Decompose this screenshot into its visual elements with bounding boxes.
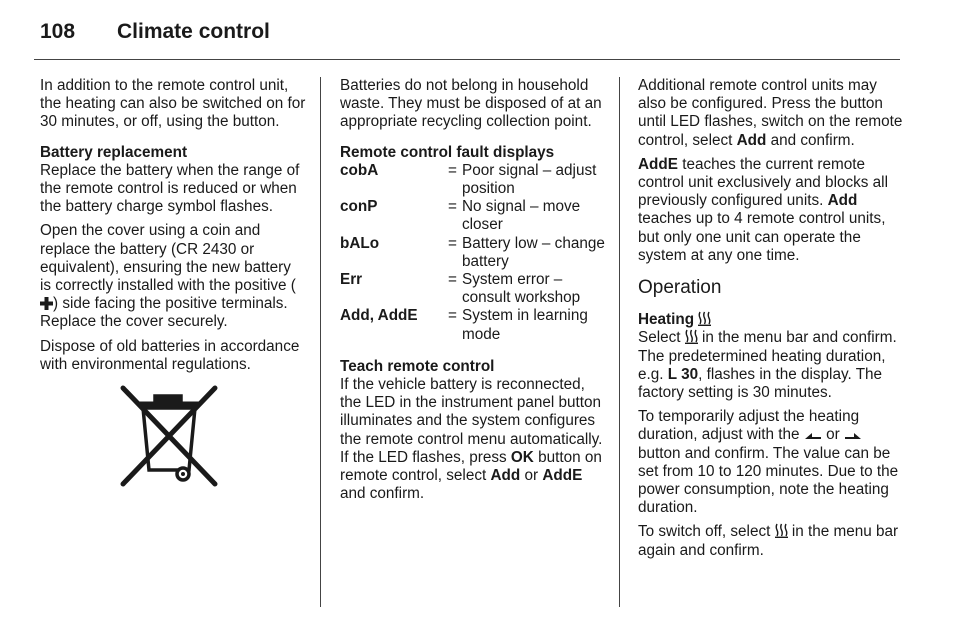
heating-icon — [698, 311, 711, 326]
fault-code: Err — [340, 271, 363, 289]
plus-icon — [40, 297, 53, 310]
heating-paragraph: Select in the menu bar and confirm. The predetermined heating duration, e.g. L 30, flashes in the display. The factory setting is 30 minutes. — [638, 329, 897, 402]
operation-heading: Operation — [638, 277, 722, 299]
adjust-duration-paragraph: To temporarily adjust the heating duration, adjust with the or button and confirm. The value can be set from 10 to 120 minutes. Due to the power consumption, note the heating duration. — [638, 408, 899, 517]
fault-description: Battery low – change battery — [462, 234, 605, 270]
column-3 — [638, 77, 904, 566]
switch-off-paragraph: To switch off, select in the menu bar again and confirm. — [638, 523, 899, 559]
heating-icon — [685, 329, 698, 344]
column-divider-1 — [320, 77, 321, 607]
arrow-left-icon — [804, 431, 822, 441]
fault-row: bALo = Battery low – change battery — [340, 234, 605, 270]
page-header — [34, 0, 900, 62]
fault-code: bALo — [340, 234, 380, 252]
fault-row: Add, AddE = System in learning mode — [340, 307, 606, 343]
column-2 — [340, 77, 606, 509]
page-title: Climate control — [117, 20, 270, 43]
fault-row: Err = System error – consult workshop — [340, 271, 606, 307]
disposal-paragraph: Dispose of old batteries in accordance with environmental regulations. — [40, 337, 300, 373]
fault-row: cobA = Poor signal – adjust position — [340, 162, 606, 198]
fault-code: Add, AddE — [340, 307, 418, 325]
additional-units-paragraph: Additional remote control units may also be configured. Press the button until LED flashes, switch on the remote control, select Add and confirm. — [638, 77, 903, 149]
teach-remote-heading: Teach remote control — [340, 357, 495, 375]
arrow-right-icon — [844, 431, 862, 441]
fault-row: conP = No signal – move closer — [340, 198, 606, 234]
adde-paragraph: AddE teaches the current remote control unit exclusively and blocks all previously configured units. Add teaches up to 4 remote control units, but only one unit can operate the system at any one time. — [638, 155, 888, 264]
battery-replacement-heading: Battery replacement — [40, 143, 188, 161]
column-divider-2 — [619, 77, 620, 607]
fault-description: System in learning mode — [462, 307, 588, 343]
recycling-paragraph: Batteries do not belong in household waste. They must be disposed of at an appropriate recycling collection point. — [340, 77, 602, 131]
fault-code: conP — [340, 198, 378, 216]
fault-list — [340, 162, 606, 344]
crossed-out-bin-icon — [117, 384, 221, 488]
battery-paragraph: Replace the battery when the range of the remote control is reduced or when the battery charge symbol flashes. — [40, 161, 300, 216]
fault-displays-heading: Remote control fault displays — [340, 143, 555, 161]
battery-instructions: Open the cover using a coin and replace the battery (CR 2430 or equivalent), ensuring the new battery is correctly installed with the positive () side facing the positive terminals. Replace the cover securely. — [40, 222, 296, 331]
heating-icon — [775, 523, 788, 538]
teach-remote-paragraph: If the vehicle battery is reconnected, the LED in the instrument panel button illuminates and the system configures the remote control menu automatically. If the LED flashes, press OK button on remote control, select Add or AddE and confirm. — [340, 376, 603, 503]
page-number: 108 — [40, 20, 76, 43]
intro-paragraph: In addition to the remote control unit, the heating can also be switched on for 30 minutes, or off, using the button. — [40, 77, 306, 131]
header-divider — [34, 59, 900, 60]
fault-code: cobA — [340, 161, 379, 179]
fault-description: Poor signal – adjust position — [462, 161, 597, 198]
heating-heading: Heating — [638, 311, 904, 329]
fault-description: System error – consult workshop — [462, 271, 581, 307]
column-1 — [40, 77, 306, 488]
fault-description: No signal – move closer — [462, 198, 581, 234]
